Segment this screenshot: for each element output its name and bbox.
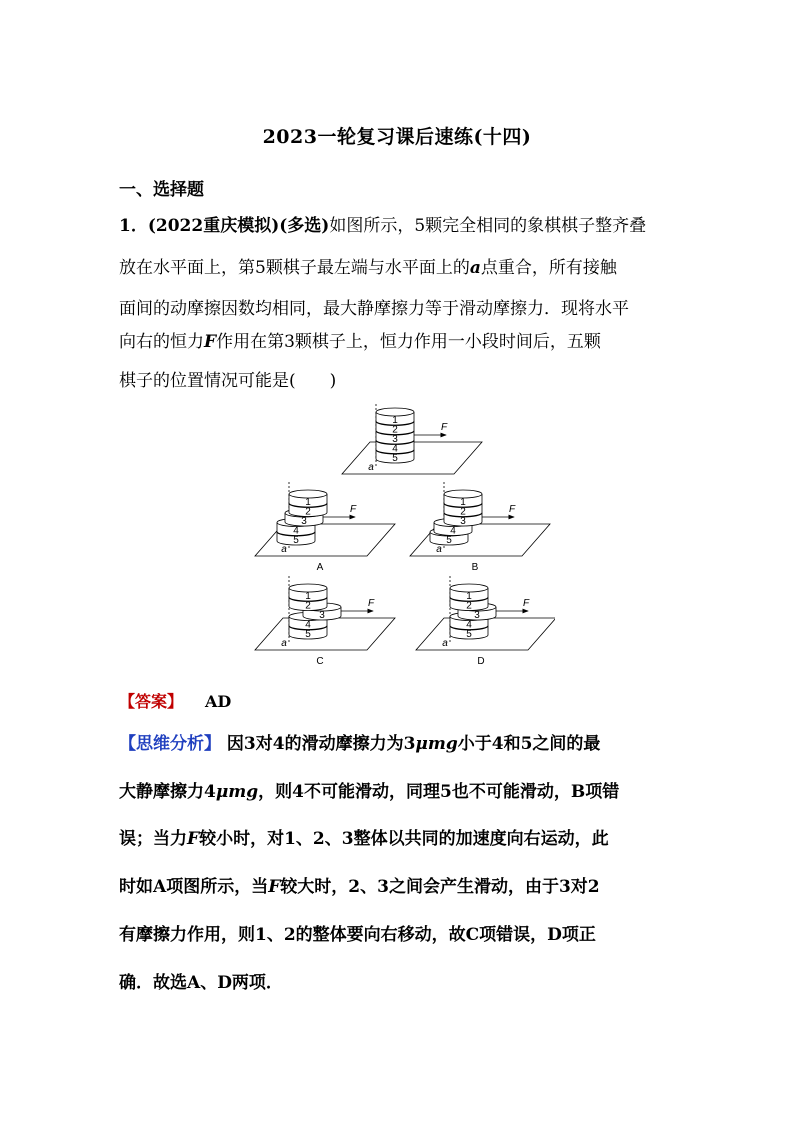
piece-number: 4	[450, 525, 456, 537]
section-heading: 一、选择题	[119, 180, 204, 200]
analysis-text: 较大时，2、3之间会产生滑动，由于3对2	[280, 877, 600, 897]
piece-number: 4	[466, 619, 472, 631]
piece-number: 5	[446, 535, 452, 546]
point-label: a	[281, 544, 287, 555]
piece-number: 5	[305, 629, 311, 640]
analysis-line: 确．故选A、D两项．	[119, 973, 283, 993]
piece-number: 4	[293, 525, 299, 537]
piece-number: 5	[293, 535, 299, 546]
force-label: F	[367, 598, 375, 609]
analysis-tag: 【思维分析】	[119, 734, 221, 754]
question-text: 点重合，所有接触	[480, 258, 617, 278]
question-line	[119, 330, 679, 354]
question-line: 棋子的位置情况可能是( )	[119, 371, 337, 391]
option-label: C	[316, 656, 324, 667]
variable: a	[469, 258, 481, 278]
question-text: 放在水平面上，第5颗棋子最左端与水平面上的	[119, 258, 470, 278]
question-text: 如图所示，5颗完全相同的象棋棋子整齐叠	[329, 216, 647, 236]
piece-number: 1	[305, 591, 311, 602]
page-title: 2023一轮复习课后速练(十四)	[262, 126, 532, 148]
piece-number: 3	[392, 434, 398, 445]
piece-number: 3	[460, 516, 466, 527]
analysis-line: 有摩擦力作用，则1、2的整体要向右移动，故C项错误，D项正	[119, 925, 596, 945]
piece-number: 1	[466, 591, 472, 602]
question-number: 1．	[119, 216, 148, 236]
variable: F	[268, 877, 281, 897]
variable: F	[204, 332, 217, 352]
analysis-line	[119, 731, 689, 757]
force-label: F	[522, 598, 530, 609]
piece-number: 5	[392, 453, 398, 464]
piece-number: 3	[319, 610, 325, 621]
force-label: F	[440, 422, 448, 433]
analysis-text: 小于4和5之间的最	[457, 734, 601, 754]
piece-number: 4	[305, 619, 311, 631]
option-label: B	[471, 562, 479, 573]
option-label: D	[477, 656, 485, 667]
piece-number: 4	[392, 443, 398, 455]
point-label: a	[436, 544, 442, 555]
piece-number: 1	[460, 497, 466, 508]
answer	[119, 689, 231, 712]
question-text: 作用在第3颗棋子上，恒力作用一小段时间后，五颗	[216, 332, 601, 352]
analysis-text: 较小时，对1、2、3整体以共同的加速度向右运动，此	[199, 829, 609, 849]
piece-number: 5	[466, 629, 472, 640]
answer-tag: 【答案】	[119, 692, 184, 711]
piece-number: 2	[460, 506, 466, 518]
analysis-line	[119, 874, 689, 900]
horizontal-plane	[255, 524, 395, 556]
chess-pieces-figure	[245, 402, 555, 680]
analysis-line	[119, 826, 689, 852]
piece-number: 2	[305, 506, 311, 518]
analysis-text: 时如A项图所示，当	[119, 877, 269, 897]
analysis-text: 误；当力	[119, 829, 187, 849]
question-line	[119, 214, 679, 238]
question-text: 向右的恒力	[119, 332, 204, 352]
analysis-text: 大静摩擦力4	[119, 782, 216, 802]
answer-value: AD	[205, 692, 232, 711]
piece-number: 3	[301, 516, 307, 527]
point-label: a	[368, 462, 374, 473]
variable: μmg	[415, 734, 458, 754]
variable: μmg	[215, 782, 259, 802]
piece-number: 1	[305, 497, 311, 508]
piece-number: 1	[392, 415, 398, 426]
force-label: F	[349, 504, 357, 515]
piece-number: 2	[392, 424, 398, 436]
analysis-line	[119, 779, 689, 805]
analysis-text: ，则4不可能滑动，同理5也不可能滑动，B项错	[258, 782, 620, 802]
force-label: F	[508, 504, 516, 515]
variable: F	[187, 829, 200, 849]
point-label: a	[281, 638, 287, 649]
question-line: 面间的动摩擦因数均相同，最大静摩擦力等于滑动摩擦力．现将水平	[119, 299, 629, 319]
point-label: a	[442, 638, 448, 649]
piece-number: 2	[466, 600, 472, 612]
analysis-text: 因3对4的滑动摩擦力为3	[226, 734, 416, 754]
piece-number: 3	[474, 610, 480, 621]
piece-number: 2	[305, 600, 311, 612]
question-source: (2022重庆模拟)(多选)	[147, 216, 330, 236]
question-line	[119, 256, 679, 280]
option-label: A	[316, 562, 324, 573]
